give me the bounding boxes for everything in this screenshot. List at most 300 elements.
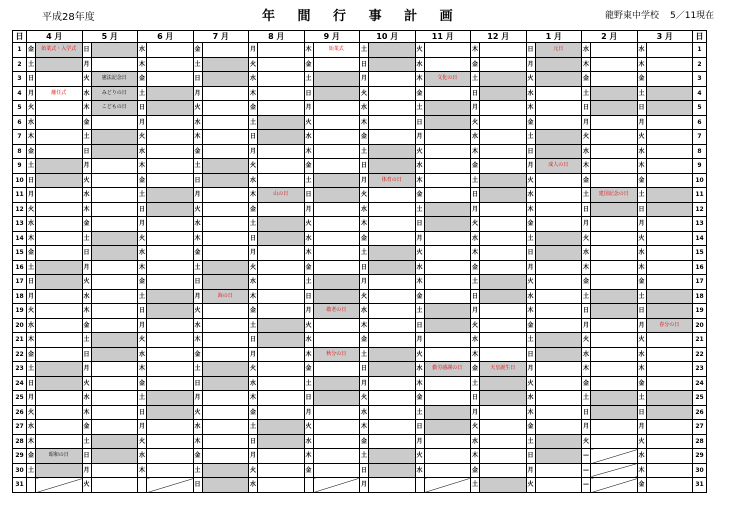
weekday-cell: 水 (526, 188, 535, 203)
weekday-cell: 金 (82, 318, 91, 333)
weekday-cell: 火 (193, 405, 202, 420)
event-cell: 敬老の日 (313, 304, 360, 319)
day-row (13, 434, 707, 449)
event-cell (258, 304, 305, 319)
weekday-cell: 金 (249, 101, 258, 116)
weekday-cell: 水 (471, 130, 480, 145)
event-cell (91, 463, 138, 478)
event-cell (369, 72, 416, 87)
event-cell (591, 246, 638, 261)
weekday-cell: 水 (249, 173, 258, 188)
event-cell (258, 246, 305, 261)
weekday-cell: 土 (304, 173, 313, 188)
event-cell (646, 188, 693, 203)
weekday-cell: 月 (82, 57, 91, 72)
event-cell (258, 159, 305, 174)
weekday-cell: 日 (526, 449, 535, 464)
weekday-cell: 木 (526, 101, 535, 116)
event-cell (36, 202, 83, 217)
event-cell (535, 347, 582, 362)
event-cell (369, 231, 416, 246)
event-cell (36, 144, 83, 159)
day-number: 29 (693, 449, 707, 464)
event-cell (91, 347, 138, 362)
weekday-cell: 日 (582, 405, 591, 420)
event-cell (258, 347, 305, 362)
event-cell (424, 449, 471, 464)
day-number: 23 (693, 362, 707, 377)
event-cell (480, 434, 527, 449)
weekday-cell: 日 (471, 188, 480, 203)
weekday-cell: 木 (637, 57, 646, 72)
weekday-cell: 金 (193, 449, 202, 464)
event-cell (36, 463, 83, 478)
event-cell: みどりの日 (91, 86, 138, 101)
weekday-cell: 木 (582, 260, 591, 275)
weekday-cell: 土 (471, 72, 480, 87)
weekday-cell: 水 (637, 449, 646, 464)
event-cell (535, 130, 582, 145)
weekday-cell: 火 (193, 304, 202, 319)
day-row (13, 115, 707, 130)
event-cell (202, 86, 249, 101)
weekday-cell: 月 (360, 275, 369, 290)
month-header: 8 月 (249, 31, 305, 43)
weekday-cell: 木 (82, 405, 91, 420)
event-cell (258, 101, 305, 116)
event-cell (480, 130, 527, 145)
weekday-cell: 木 (138, 260, 147, 275)
event-cell (258, 333, 305, 348)
weekday-cell: 月 (582, 115, 591, 130)
event-cell (535, 405, 582, 420)
weekday-cell: 土 (471, 478, 480, 493)
month-header: 5 月 (82, 31, 138, 43)
weekday-cell: 金 (249, 405, 258, 420)
event-cell (535, 449, 582, 464)
weekday-cell: 日 (82, 43, 91, 58)
weekday-cell: 日 (249, 434, 258, 449)
day-number: 7 (13, 130, 27, 145)
weekday-cell: 月 (360, 478, 369, 493)
event-cell (646, 144, 693, 159)
weekday-cell: 月 (304, 202, 313, 217)
weekday-cell: 火 (637, 231, 646, 246)
weekday-cell: 水 (637, 144, 646, 159)
event-cell (36, 434, 83, 449)
weekday-cell: 月 (27, 391, 36, 406)
event-cell (369, 376, 416, 391)
weekday-cell: 火 (27, 304, 36, 319)
event-cell (424, 217, 471, 232)
weekday-cell: 木 (637, 362, 646, 377)
weekday-cell: 土 (193, 362, 202, 377)
weekday-cell: 木 (582, 57, 591, 72)
weekday-cell: 火 (526, 72, 535, 87)
day-number: 24 (13, 376, 27, 391)
event-cell (535, 304, 582, 319)
weekday-cell: 火 (415, 144, 424, 159)
weekday-cell: 金 (193, 246, 202, 261)
event-cell (646, 376, 693, 391)
event-cell (313, 478, 360, 493)
event-cell (202, 434, 249, 449)
weekday-cell: 日 (415, 420, 424, 435)
weekday-cell: 金 (193, 43, 202, 58)
school-name: 龍野東中学校 (605, 11, 660, 21)
event-cell (591, 405, 638, 420)
weekday-cell: 土 (82, 333, 91, 348)
event-cell (91, 289, 138, 304)
event-cell (646, 362, 693, 377)
event-cell (147, 333, 194, 348)
event-cell (258, 318, 305, 333)
event-cell (480, 304, 527, 319)
event-cell (535, 275, 582, 290)
weekday-cell: 木 (27, 130, 36, 145)
weekday-cell: 木 (471, 449, 480, 464)
day-number: 15 (693, 246, 707, 261)
weekday-cell: 水 (82, 188, 91, 203)
event-cell: 建国記念の日 (591, 188, 638, 203)
event-cell: 山の日 (258, 188, 305, 203)
day-number: 20 (693, 318, 707, 333)
event-cell (424, 246, 471, 261)
weekday-cell: 水 (27, 420, 36, 435)
event-cell (480, 246, 527, 261)
weekday-cell: 日 (27, 173, 36, 188)
day-number: 6 (13, 115, 27, 130)
day-number: 2 (693, 57, 707, 72)
event-cell (91, 376, 138, 391)
event-cell (646, 275, 693, 290)
weekday-cell: 木 (82, 202, 91, 217)
event-cell (147, 144, 194, 159)
event-cell (202, 347, 249, 362)
event-cell (480, 289, 527, 304)
event-cell (36, 159, 83, 174)
event-cell (147, 304, 194, 319)
event-cell (147, 478, 194, 493)
day-row (13, 144, 707, 159)
weekday-cell: 月 (526, 159, 535, 174)
weekday-cell: 月 (27, 188, 36, 203)
event-cell (480, 72, 527, 87)
event-cell: 天皇誕生日 (480, 362, 527, 377)
day-number: 30 (13, 463, 27, 478)
weekday-cell: 金 (304, 362, 313, 377)
weekday-cell: 火 (304, 420, 313, 435)
event-cell (480, 57, 527, 72)
event-cell (535, 188, 582, 203)
event-cell (258, 449, 305, 464)
weekday-cell: 月 (360, 376, 369, 391)
event-cell (258, 463, 305, 478)
event-cell (36, 231, 83, 246)
event-cell (480, 449, 527, 464)
event-cell (369, 434, 416, 449)
event-cell (147, 202, 194, 217)
weekday-cell: 木 (415, 376, 424, 391)
weekday-cell: 木 (582, 362, 591, 377)
event-cell (535, 202, 582, 217)
event-cell (91, 275, 138, 290)
weekday-cell: 月 (193, 391, 202, 406)
event-cell (147, 405, 194, 420)
weekday-cell: 火 (82, 275, 91, 290)
event-cell (202, 333, 249, 348)
event-cell (258, 405, 305, 420)
schedule-table (12, 30, 707, 493)
weekday-cell: 土 (471, 173, 480, 188)
event-cell (147, 420, 194, 435)
weekday-cell: 火 (193, 101, 202, 116)
event-cell (369, 188, 416, 203)
weekday-cell: 木 (304, 347, 313, 362)
weekday-cell: 水 (415, 463, 424, 478)
event-cell (202, 115, 249, 130)
weekday-cell: 水 (138, 43, 147, 58)
event-cell (202, 57, 249, 72)
weekday-cell: 日 (82, 144, 91, 159)
event-cell (258, 391, 305, 406)
event-cell (147, 188, 194, 203)
day-row (13, 72, 707, 87)
weekday-cell: 木 (471, 246, 480, 261)
weekday-cell: 金 (304, 57, 313, 72)
event-cell (480, 144, 527, 159)
event-cell (369, 318, 416, 333)
event-cell (36, 260, 83, 275)
weekday-cell: 水 (415, 362, 424, 377)
weekday-cell: 金 (27, 144, 36, 159)
page-title: 年 間 行 事 計 画 (262, 9, 462, 24)
weekday-cell: 月 (582, 217, 591, 232)
event-cell (202, 463, 249, 478)
event-cell: 勤労感謝の日 (424, 362, 471, 377)
weekday-cell: 金 (360, 333, 369, 348)
day-row (13, 376, 707, 391)
event-cell (646, 333, 693, 348)
event-cell (313, 449, 360, 464)
weekday-cell: 土 (360, 449, 369, 464)
weekday-cell: 月 (637, 420, 646, 435)
weekday-cell: 土 (249, 217, 258, 232)
weekday-cell: 火 (82, 173, 91, 188)
weekday-cell (304, 478, 313, 493)
event-cell (202, 144, 249, 159)
event-cell (147, 362, 194, 377)
event-cell (313, 159, 360, 174)
event-cell (591, 144, 638, 159)
weekday-cell: 金 (526, 420, 535, 435)
weekday-cell: 火 (471, 217, 480, 232)
day-row (13, 231, 707, 246)
weekday-cell: 火 (582, 231, 591, 246)
weekday-cell: 金 (82, 420, 91, 435)
event-cell (535, 260, 582, 275)
weekday-cell: 火 (360, 188, 369, 203)
event-cell (424, 231, 471, 246)
month-header: 10 月 (360, 31, 416, 43)
event-cell (535, 289, 582, 304)
weekday-cell: 土 (360, 246, 369, 261)
weekday-cell: 金 (304, 159, 313, 174)
weekday-cell: 土 (249, 115, 258, 130)
day-row (13, 260, 707, 275)
day-row (13, 101, 707, 116)
weekday-cell: 木 (637, 463, 646, 478)
weekday-cell: 土 (526, 333, 535, 348)
event-cell (36, 289, 83, 304)
event-cell (480, 86, 527, 101)
weekday-cell: 土 (637, 391, 646, 406)
weekday-cell: 月 (138, 115, 147, 130)
event-cell (258, 420, 305, 435)
event-cell (480, 405, 527, 420)
weekday-cell: 火 (304, 115, 313, 130)
weekday-cell: 木 (193, 231, 202, 246)
weekday-cell: 土 (82, 231, 91, 246)
weekday-cell: 水 (304, 333, 313, 348)
event-cell (535, 362, 582, 377)
event-cell (535, 318, 582, 333)
weekday-cell: 日 (360, 57, 369, 72)
weekday-cell: 月 (193, 188, 202, 203)
weekday-cell: 火 (415, 43, 424, 58)
event-cell (313, 202, 360, 217)
weekday-cell: 日 (637, 202, 646, 217)
day-number: 31 (13, 478, 27, 493)
weekday-cell: 火 (415, 246, 424, 261)
event-cell (591, 130, 638, 145)
day-number: 10 (13, 173, 27, 188)
event-cell (202, 420, 249, 435)
event-cell (591, 289, 638, 304)
event-cell (258, 86, 305, 101)
weekday-cell: 火 (82, 478, 91, 493)
weekday-cell: 金 (582, 376, 591, 391)
weekday-cell: 日 (526, 347, 535, 362)
day-number: 16 (13, 260, 27, 275)
event-cell (369, 246, 416, 261)
event-cell (91, 318, 138, 333)
event-cell (202, 275, 249, 290)
event-cell (91, 304, 138, 319)
weekday-cell: 日 (637, 405, 646, 420)
event-cell (91, 144, 138, 159)
weekday-cell: 土 (304, 275, 313, 290)
event-cell (91, 434, 138, 449)
event-cell (591, 43, 638, 58)
weekday-cell: 木 (27, 231, 36, 246)
day-number: 27 (693, 420, 707, 435)
day-row (13, 362, 707, 377)
event-cell (202, 188, 249, 203)
event-cell (480, 420, 527, 435)
weekday-cell: 日 (138, 405, 147, 420)
weekday-cell: 月 (526, 57, 535, 72)
weekday-cell: 土 (471, 376, 480, 391)
event-cell (202, 405, 249, 420)
weekday-cell: 日 (637, 304, 646, 319)
month-header: 3 月 (637, 31, 693, 43)
event-cell (480, 260, 527, 275)
weekday-cell: 土 (471, 275, 480, 290)
weekday-cell: 金 (304, 463, 313, 478)
weekday-cell: 水 (249, 275, 258, 290)
weekday-cell: 木 (138, 159, 147, 174)
day-number: 30 (693, 463, 707, 478)
weekday-cell: 日 (582, 202, 591, 217)
event-cell: 始業式・入学式 (36, 43, 83, 58)
weekday-cell: 木 (304, 246, 313, 261)
day-number: 20 (13, 318, 27, 333)
day-number: 28 (13, 434, 27, 449)
event-cell (202, 260, 249, 275)
event-cell (36, 318, 83, 333)
weekday-cell: 火 (415, 347, 424, 362)
event-cell (91, 188, 138, 203)
page-header (0, 0, 742, 30)
weekday-cell: 水 (249, 478, 258, 493)
event-cell (91, 217, 138, 232)
day-number: 1 (693, 43, 707, 58)
event-cell (258, 362, 305, 377)
weekday-cell: 火 (27, 405, 36, 420)
weekday-cell: 月 (415, 231, 424, 246)
weekday-cell: 土 (526, 130, 535, 145)
event-cell (424, 188, 471, 203)
weekday-cell: 日 (138, 101, 147, 116)
weekday-cell: 金 (138, 72, 147, 87)
weekday-cell: 水 (415, 159, 424, 174)
event-cell (36, 391, 83, 406)
event-cell (424, 43, 471, 58)
weekday-cell: 水 (249, 376, 258, 391)
weekday-cell: 木 (637, 159, 646, 174)
event-cell (36, 101, 83, 116)
day-row (13, 159, 707, 174)
day-number: 7 (693, 130, 707, 145)
weekday-cell: 金 (415, 188, 424, 203)
weekday-cell: 月 (526, 362, 535, 377)
day-number: 17 (13, 275, 27, 290)
event-cell (147, 159, 194, 174)
event-cell (646, 289, 693, 304)
weekday-cell: 日 (415, 217, 424, 232)
weekday-cell: 金 (249, 202, 258, 217)
day-row (13, 333, 707, 348)
event-cell (535, 217, 582, 232)
event-cell (591, 333, 638, 348)
weekday-cell: 土 (526, 231, 535, 246)
event-cell (258, 217, 305, 232)
event-cell (646, 57, 693, 72)
event-cell (424, 434, 471, 449)
event-cell (147, 260, 194, 275)
event-cell (369, 217, 416, 232)
weekday-cell: 火 (526, 275, 535, 290)
event-cell (258, 376, 305, 391)
weekday-cell: 火 (304, 217, 313, 232)
event-cell (480, 217, 527, 232)
event-cell (147, 217, 194, 232)
weekday-cell: 土 (415, 304, 424, 319)
weekday-cell: 火 (637, 434, 646, 449)
month-header: 7 月 (193, 31, 249, 43)
weekday-cell: 日 (249, 333, 258, 348)
